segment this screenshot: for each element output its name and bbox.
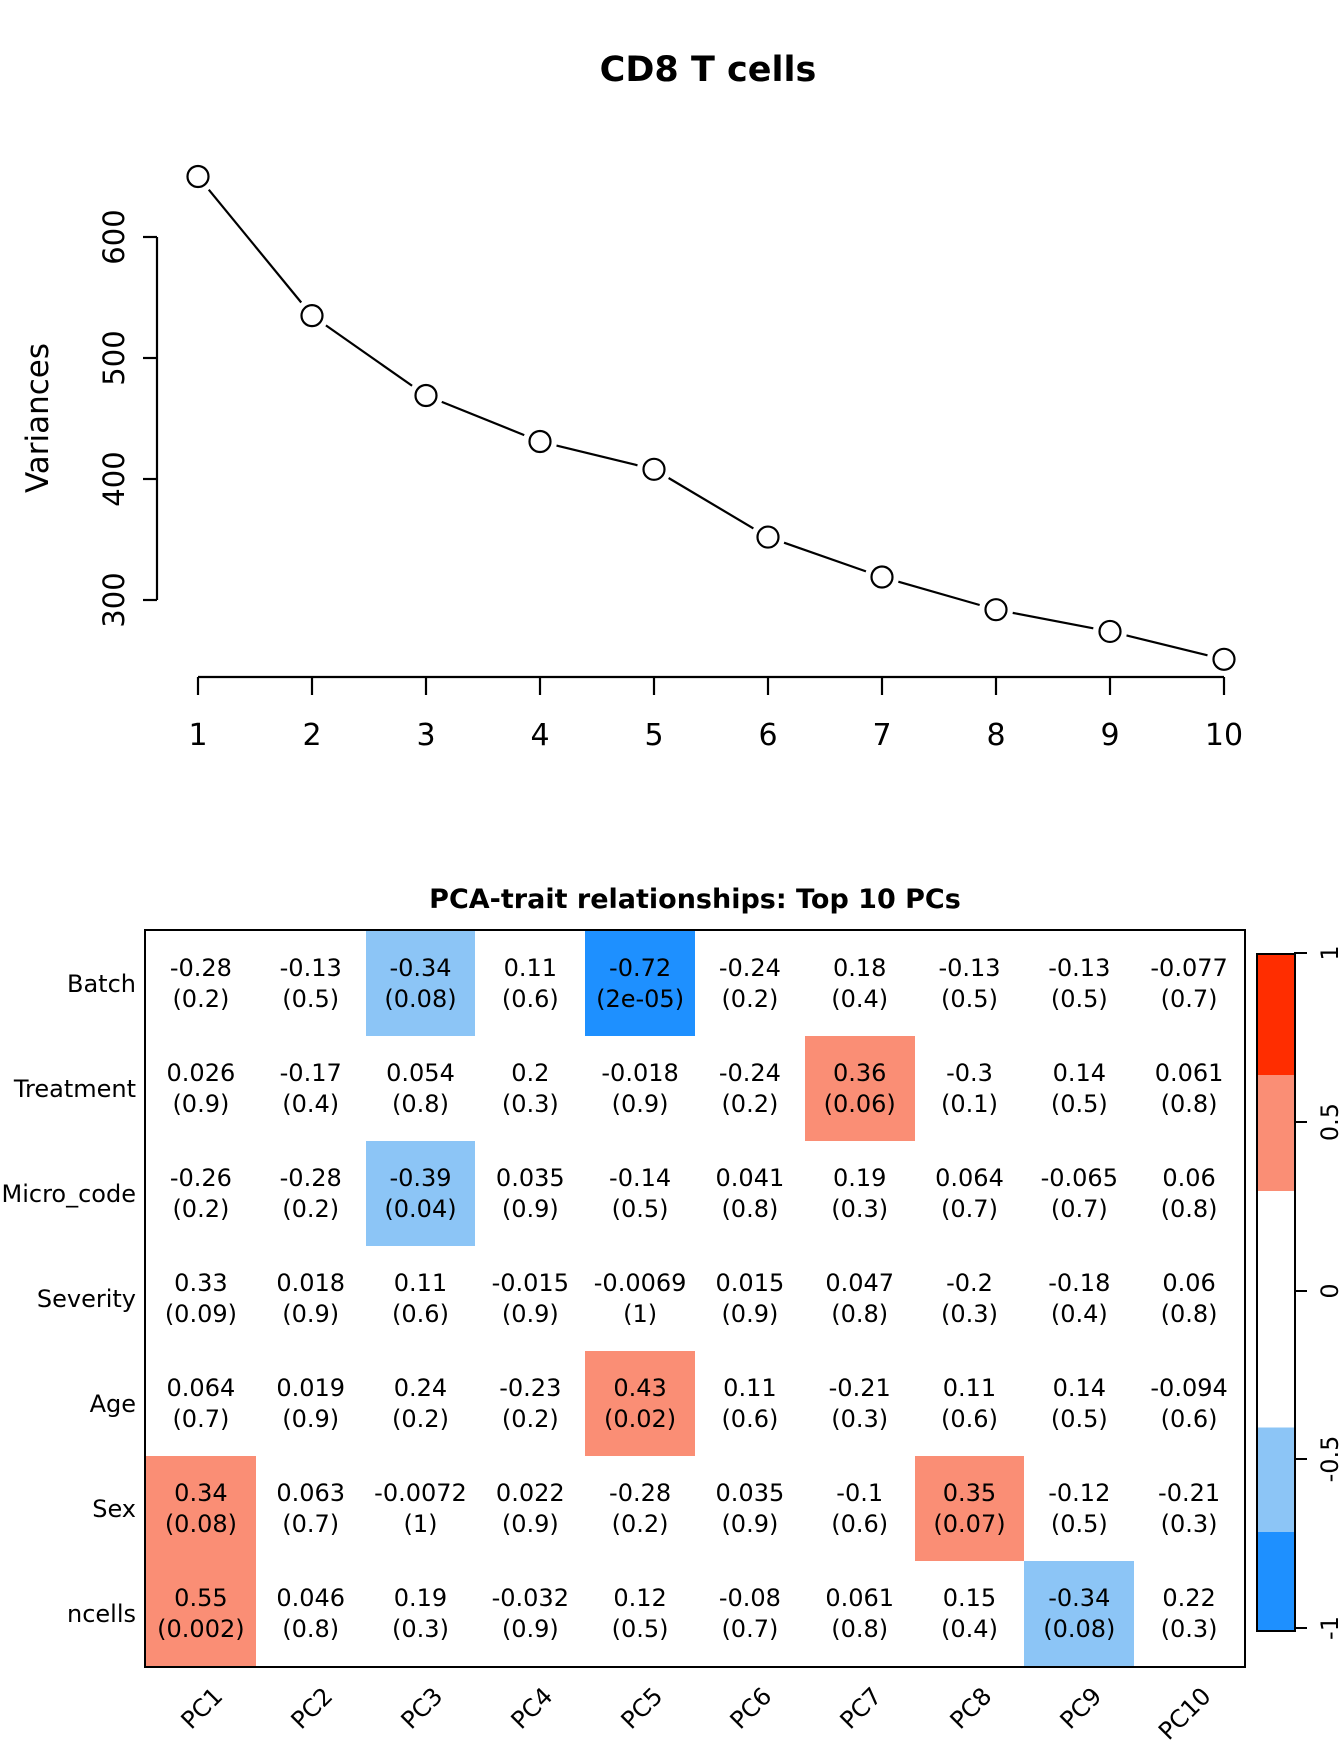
cell-correlation: 0.19 xyxy=(832,1163,887,1192)
cell-correlation: -0.077 xyxy=(1150,953,1228,982)
heatmap-cell-Severity-PC6 xyxy=(695,1246,805,1351)
colorbar-tick-label: -0.5 xyxy=(1316,1435,1344,1483)
cell-pvalue: (0.08) xyxy=(384,984,457,1013)
col-label-PC7: PC7 xyxy=(834,1682,888,1735)
cell-pvalue: (0.8) xyxy=(1160,1089,1218,1118)
heatmap-cell-Age-PC8 xyxy=(915,1351,1025,1456)
cell-correlation: 0.11 xyxy=(503,953,557,982)
cell-correlation: 0.33 xyxy=(174,1268,228,1297)
x-tick-label: 3 xyxy=(416,718,436,753)
heatmap-cell-Sex-PC6 xyxy=(695,1456,805,1561)
heatmap-cell-Sex-PC1 xyxy=(146,1456,256,1561)
heatmap-cell-Treatment-PC8 xyxy=(915,1036,1025,1141)
heatmap-cell-Severity-PC5 xyxy=(585,1246,695,1351)
heatmap-cell-Treatment-PC3 xyxy=(366,1036,476,1141)
cell-pvalue: (0.9) xyxy=(611,1089,669,1118)
cell-pvalue: (0.07) xyxy=(933,1509,1006,1538)
cell-pvalue: (0.9) xyxy=(282,1404,340,1433)
cell-pvalue: (0.9) xyxy=(501,1509,559,1538)
cell-correlation: -0.72 xyxy=(609,953,672,982)
heatmap-cell-Sex-PC2 xyxy=(256,1456,366,1561)
cell-pvalue: (0.7) xyxy=(172,1404,230,1433)
col-label-PC4: PC4 xyxy=(505,1682,559,1735)
colorbar-tick xyxy=(1294,1121,1307,1123)
row-label-Sex: Sex xyxy=(92,1494,136,1523)
col-label-PC2: PC2 xyxy=(285,1682,339,1735)
colorbar-tick xyxy=(1294,1458,1307,1460)
cell-correlation: -0.0072 xyxy=(374,1478,467,1507)
cell-correlation: 0.061 xyxy=(825,1583,895,1612)
cell-correlation: 0.061 xyxy=(1154,1058,1224,1087)
heatmap-cell-ncells-PC4 xyxy=(475,1561,585,1666)
cell-correlation: -0.1 xyxy=(836,1478,884,1507)
cell-pvalue: (0.9) xyxy=(501,1194,559,1223)
heatmap-cell-Batch-PC1 xyxy=(146,931,256,1036)
cell-correlation: 0.14 xyxy=(1052,1058,1106,1087)
cell-pvalue: (0.9) xyxy=(172,1089,230,1118)
heatmap-cell-Batch-PC4 xyxy=(475,931,585,1036)
heatmap-cell-ncells-PC9 xyxy=(1024,1561,1134,1666)
cell-correlation: 0.14 xyxy=(1052,1373,1106,1402)
cell-correlation: -0.17 xyxy=(279,1058,342,1087)
cell-correlation: -0.26 xyxy=(169,1163,232,1192)
cell-correlation: 0.11 xyxy=(723,1373,777,1402)
cell-correlation: -0.24 xyxy=(718,1058,781,1087)
cell-pvalue: (0.8) xyxy=(831,1299,889,1328)
cell-pvalue: (0.6) xyxy=(831,1509,889,1538)
cell-correlation: 0.054 xyxy=(386,1058,455,1087)
heatmap-cell-Severity-PC7 xyxy=(805,1246,915,1351)
heatmap-cell-Micro_code-PC7 xyxy=(805,1141,915,1246)
row-label-Batch: Batch xyxy=(67,969,136,998)
heatmap-cell-ncells-PC3 xyxy=(366,1561,476,1666)
cell-correlation: -0.12 xyxy=(1048,1478,1111,1507)
cell-pvalue: (0.08) xyxy=(164,1509,237,1538)
cell-correlation: -0.18 xyxy=(1048,1268,1111,1297)
cell-pvalue: (1) xyxy=(623,1299,658,1328)
cell-pvalue: (0.5) xyxy=(1050,1509,1108,1538)
row-label-Micro_code: Micro_code xyxy=(1,1179,136,1208)
cell-pvalue: (0.7) xyxy=(721,1614,779,1643)
heatmap-cell-ncells-PC8 xyxy=(915,1561,1025,1666)
cell-pvalue: (0.9) xyxy=(501,1299,559,1328)
heatmap-cell-Micro_code-PC8 xyxy=(915,1141,1025,1246)
cell-pvalue: (0.4) xyxy=(831,984,889,1013)
heatmap-cell-Micro_code-PC3 xyxy=(366,1141,476,1246)
cell-pvalue: (0.3) xyxy=(392,1614,449,1643)
cell-pvalue: (0.8) xyxy=(282,1614,340,1643)
heatmap-cell-Micro_code-PC10 xyxy=(1134,1141,1244,1246)
cell-correlation: -0.065 xyxy=(1040,1163,1118,1192)
heatmap-cell-Age-PC10 xyxy=(1134,1351,1244,1456)
cell-correlation: -0.3 xyxy=(946,1058,993,1087)
cell-correlation: -0.13 xyxy=(938,953,1001,982)
cell-pvalue: (0.2) xyxy=(721,1089,779,1118)
cell-correlation: 0.11 xyxy=(942,1373,997,1402)
cell-correlation: 0.035 xyxy=(715,1478,785,1507)
cell-correlation: 0.047 xyxy=(825,1268,895,1297)
cell-pvalue: (0.2) xyxy=(282,1194,340,1223)
cell-correlation: -0.23 xyxy=(499,1373,562,1402)
col-label-PC9: PC9 xyxy=(1054,1682,1108,1735)
cell-correlation: 0.022 xyxy=(495,1478,565,1507)
cell-pvalue: (0.6) xyxy=(721,1404,779,1433)
cell-correlation: 0.06 xyxy=(1162,1163,1216,1192)
cell-pvalue: (0.5) xyxy=(941,984,998,1013)
cell-correlation: -0.39 xyxy=(389,1163,452,1192)
y-tick-label: 400 xyxy=(97,451,131,507)
cell-pvalue: (0.3) xyxy=(501,1089,559,1118)
cell-pvalue: (0.08) xyxy=(1043,1614,1116,1643)
heatmap-cell-Age-PC7 xyxy=(805,1351,915,1456)
heatmap-cell-ncells-PC6 xyxy=(695,1561,805,1666)
col-label-PC8: PC8 xyxy=(944,1682,998,1735)
cell-correlation: 0.15 xyxy=(942,1583,997,1612)
heatmap-cell-Severity-PC2 xyxy=(256,1246,366,1351)
cell-pvalue: (0.09) xyxy=(164,1299,237,1328)
heatmap-cell-Severity-PC4 xyxy=(475,1246,585,1351)
cell-correlation: -0.13 xyxy=(279,953,342,982)
colorbar-tick-label: 0 xyxy=(1316,1282,1344,1299)
heatmap-cell-Micro_code-PC4 xyxy=(475,1141,585,1246)
heatmap-cell-Sex-PC5 xyxy=(585,1456,695,1561)
cell-pvalue: (0.04) xyxy=(384,1194,457,1223)
row-label-Severity: Severity xyxy=(36,1284,136,1313)
cell-correlation: 0.06 xyxy=(1162,1268,1216,1297)
x-tick-label: 4 xyxy=(530,718,550,753)
cell-pvalue: (0.2) xyxy=(611,1509,669,1538)
cell-correlation: -0.015 xyxy=(491,1268,569,1297)
heatmap-cell-Severity-PC9 xyxy=(1024,1246,1134,1351)
row-label-ncells: ncells xyxy=(66,1599,136,1628)
cell-pvalue: (0.5) xyxy=(611,1194,669,1223)
cell-correlation: -0.34 xyxy=(1048,1583,1111,1612)
cell-correlation: 0.35 xyxy=(942,1478,997,1507)
x-tick-label: 10 xyxy=(1204,718,1244,753)
cell-pvalue: (0.4) xyxy=(1050,1299,1108,1328)
cell-pvalue: (0.7) xyxy=(1050,1194,1108,1223)
cell-pvalue: (1) xyxy=(403,1509,438,1538)
heatmap-cell-ncells-PC1 xyxy=(146,1561,256,1666)
cell-correlation: 0.18 xyxy=(832,953,887,982)
cell-correlation: -0.24 xyxy=(718,953,781,982)
cell-pvalue: (0.5) xyxy=(282,984,340,1013)
heatmap-cell-Batch-PC9 xyxy=(1024,931,1134,1036)
heatmap-cell-Sex-PC9 xyxy=(1024,1456,1134,1561)
heatmap-cell-Micro_code-PC5 xyxy=(585,1141,695,1246)
heatmap-cell-Severity-PC8 xyxy=(915,1246,1025,1351)
heatmap-cell-ncells-PC7 xyxy=(805,1561,915,1666)
scree-y-axis-label: Variances xyxy=(20,342,56,494)
heatmap-cell-Sex-PC3 xyxy=(366,1456,476,1561)
scree-plot-title: CD8 T cells xyxy=(599,50,817,90)
cell-pvalue: (0.8) xyxy=(831,1614,889,1643)
heatmap-cell-Sex-PC7 xyxy=(805,1456,915,1561)
heatmap-cell-Severity-PC1 xyxy=(146,1246,256,1351)
heatmap-cell-Micro_code-PC9 xyxy=(1024,1141,1134,1246)
cell-pvalue: (0.1) xyxy=(941,1089,998,1118)
cell-pvalue: (0.5) xyxy=(611,1614,669,1643)
cell-correlation: -0.08 xyxy=(718,1583,781,1612)
cell-pvalue: (0.002) xyxy=(157,1614,245,1643)
x-tick-label: 7 xyxy=(872,718,892,753)
heatmap-cell-Batch-PC6 xyxy=(695,931,805,1036)
cell-pvalue: (0.6) xyxy=(1160,1404,1218,1433)
heatmap-cell-Batch-PC8 xyxy=(915,931,1025,1036)
cell-correlation: 0.55 xyxy=(174,1583,228,1612)
cell-pvalue: (0.8) xyxy=(392,1089,449,1118)
cell-pvalue: (0.9) xyxy=(282,1299,340,1328)
cell-correlation: 0.11 xyxy=(393,1268,448,1297)
cell-correlation: -0.018 xyxy=(601,1058,679,1087)
cell-pvalue: (0.8) xyxy=(1160,1299,1218,1328)
cell-pvalue: (0.2) xyxy=(172,984,230,1013)
cell-correlation: -0.34 xyxy=(389,953,452,982)
cell-pvalue: (0.6) xyxy=(501,984,559,1013)
heatmap-cell-Age-PC2 xyxy=(256,1351,366,1456)
cell-pvalue: (0.6) xyxy=(941,1404,998,1433)
row-label-Treatment: Treatment xyxy=(13,1074,136,1103)
cell-correlation: 0.22 xyxy=(1162,1583,1216,1612)
heatmap-cell-Age-PC6 xyxy=(695,1351,805,1456)
heatmap-cell-Batch-PC10 xyxy=(1134,931,1244,1036)
row-label-Age: Age xyxy=(89,1389,136,1418)
heatmap-cell-Treatment-PC9 xyxy=(1024,1036,1134,1141)
heatmap-cell-Sex-PC8 xyxy=(915,1456,1025,1561)
cell-pvalue: (0.3) xyxy=(831,1404,889,1433)
cell-pvalue: (0.2) xyxy=(172,1194,230,1223)
colorbar-tick xyxy=(1294,1290,1307,1292)
cell-correlation: 0.43 xyxy=(613,1373,667,1402)
heatmap-cell-Age-PC4 xyxy=(475,1351,585,1456)
cell-pvalue: (0.9) xyxy=(501,1614,559,1643)
col-label-PC3: PC3 xyxy=(395,1682,449,1735)
colorbar-tick xyxy=(1294,1627,1307,1629)
cell-pvalue: (0.5) xyxy=(1050,1089,1108,1118)
cell-pvalue: (0.3) xyxy=(831,1194,889,1223)
col-label-PC5: PC5 xyxy=(615,1682,668,1735)
heatmap-cell-ncells-PC10 xyxy=(1134,1561,1244,1666)
cell-correlation: 0.12 xyxy=(613,1583,667,1612)
cell-correlation: 0.035 xyxy=(495,1163,565,1192)
cell-correlation: -0.28 xyxy=(609,1478,672,1507)
heatmap-cell-Batch-PC2 xyxy=(256,931,366,1036)
col-label-PC10: PC10 xyxy=(1153,1682,1217,1746)
heatmap-cell-ncells-PC2 xyxy=(256,1561,366,1666)
y-tick-label: 500 xyxy=(97,330,131,386)
cell-correlation: 0.015 xyxy=(715,1268,785,1297)
colorbar-tick xyxy=(1294,952,1307,954)
cell-correlation: -0.21 xyxy=(1158,1478,1221,1507)
cell-correlation: 0.064 xyxy=(166,1373,236,1402)
cell-correlation: 0.36 xyxy=(832,1058,887,1087)
cell-pvalue: (0.8) xyxy=(721,1194,779,1223)
cell-pvalue: (0.4) xyxy=(941,1614,998,1643)
heatmap-cell-Batch-PC3 xyxy=(366,931,476,1036)
cell-pvalue: (0.8) xyxy=(1160,1194,1218,1223)
cell-pvalue: (0.6) xyxy=(392,1299,449,1328)
x-tick-label: 6 xyxy=(758,718,778,753)
cell-pvalue: (2e-05) xyxy=(596,984,685,1013)
cell-pvalue: (0.02) xyxy=(604,1404,677,1433)
cell-pvalue: (0.9) xyxy=(721,1299,779,1328)
x-tick-label: 9 xyxy=(1100,718,1120,753)
cell-pvalue: (0.7) xyxy=(282,1509,340,1538)
col-label-PC6: PC6 xyxy=(725,1682,778,1735)
heatmap-cell-Severity-PC10 xyxy=(1134,1246,1244,1351)
heatmap-cell-Treatment-PC10 xyxy=(1134,1036,1244,1141)
y-tick-label: 600 xyxy=(97,209,131,265)
cell-pvalue: (0.3) xyxy=(1160,1509,1218,1538)
cell-correlation: 0.19 xyxy=(393,1583,448,1612)
heatmap-cell-Age-PC1 xyxy=(146,1351,256,1456)
cell-correlation: -0.13 xyxy=(1048,953,1111,982)
x-tick-label: 1 xyxy=(188,718,208,753)
y-tick-label: 300 xyxy=(97,572,131,628)
cell-correlation: 0.063 xyxy=(276,1478,346,1507)
cell-pvalue: (0.2) xyxy=(392,1404,449,1433)
heatmap-cell-Treatment-PC5 xyxy=(585,1036,695,1141)
heatmap-cell-Severity-PC3 xyxy=(366,1246,476,1351)
cell-correlation: 0.2 xyxy=(511,1058,550,1087)
cell-correlation: -0.2 xyxy=(946,1268,993,1297)
colorbar-tick-label: 1 xyxy=(1316,945,1344,961)
cell-pvalue: (0.2) xyxy=(501,1404,559,1433)
heatmap-cell-Sex-PC10 xyxy=(1134,1456,1244,1561)
heatmap-cell-Treatment-PC1 xyxy=(146,1036,256,1141)
cell-pvalue: (0.3) xyxy=(941,1299,998,1328)
cell-correlation: -0.14 xyxy=(609,1163,672,1192)
heatmap-cell-Treatment-PC4 xyxy=(475,1036,585,1141)
cell-pvalue: (0.7) xyxy=(1160,984,1218,1013)
heatmap-cell-Batch-PC5 xyxy=(585,931,695,1036)
cell-pvalue: (0.2) xyxy=(721,984,779,1013)
cell-pvalue: (0.5) xyxy=(1050,984,1108,1013)
x-tick-label: 8 xyxy=(986,718,1006,753)
cell-correlation: 0.24 xyxy=(393,1373,448,1402)
cell-correlation: 0.019 xyxy=(276,1373,346,1402)
heatmap-title: PCA-trait relationships: Top 10 PCs xyxy=(429,884,961,915)
heatmap-cell-Age-PC5 xyxy=(585,1351,695,1456)
cell-correlation: -0.21 xyxy=(828,1373,891,1402)
cell-correlation: -0.032 xyxy=(491,1583,569,1612)
colorbar xyxy=(1256,953,1296,1632)
heatmap-cell-Treatment-PC2 xyxy=(256,1036,366,1141)
heatmap-cell-Micro_code-PC6 xyxy=(695,1141,805,1246)
cell-correlation: -0.28 xyxy=(169,953,232,982)
col-label-PC1: PC1 xyxy=(176,1682,229,1735)
cell-correlation: 0.34 xyxy=(174,1478,228,1507)
cell-pvalue: (0.9) xyxy=(721,1509,779,1538)
cell-correlation: 0.041 xyxy=(715,1163,785,1192)
x-tick-label: 2 xyxy=(302,718,322,753)
cell-correlation: -0.28 xyxy=(279,1163,342,1192)
heatmap-cell-Treatment-PC7 xyxy=(805,1036,915,1141)
cell-pvalue: (0.5) xyxy=(1050,1404,1108,1433)
x-tick-label: 5 xyxy=(644,718,664,753)
cell-pvalue: (0.06) xyxy=(823,1089,896,1118)
heatmap-cell-Micro_code-PC2 xyxy=(256,1141,366,1246)
heatmap-cell-Micro_code-PC1 xyxy=(146,1141,256,1246)
cell-pvalue: (0.7) xyxy=(941,1194,998,1223)
heatmap-cell-Batch-PC7 xyxy=(805,931,915,1036)
cell-correlation: 0.026 xyxy=(166,1058,236,1087)
colorbar-tick-label: 0.5 xyxy=(1316,1102,1344,1141)
heatmap-cell-Sex-PC4 xyxy=(475,1456,585,1561)
cell-pvalue: (0.3) xyxy=(1160,1614,1218,1643)
cell-pvalue: (0.4) xyxy=(282,1089,340,1118)
heatmap-cell-Treatment-PC6 xyxy=(695,1036,805,1141)
cell-correlation: 0.064 xyxy=(935,1163,1004,1192)
heatmap-cell-ncells-PC5 xyxy=(585,1561,695,1666)
cell-correlation: -0.0069 xyxy=(593,1268,687,1297)
cell-correlation: 0.018 xyxy=(276,1268,346,1297)
heatmap-cell-Age-PC9 xyxy=(1024,1351,1134,1456)
colorbar-tick-label: -1 xyxy=(1316,1616,1344,1640)
heatmap-cell-Age-PC3 xyxy=(366,1351,476,1456)
cell-correlation: -0.094 xyxy=(1150,1373,1228,1402)
cell-correlation: 0.046 xyxy=(276,1583,346,1612)
